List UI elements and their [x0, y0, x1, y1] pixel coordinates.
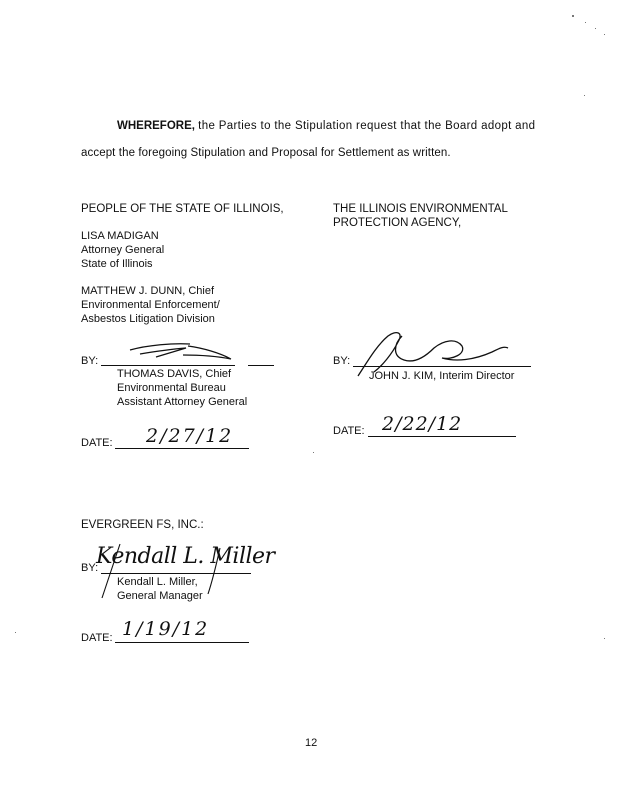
- people-date-line: [115, 448, 249, 449]
- scan-speck: [604, 34, 605, 35]
- page-number: 12: [305, 737, 318, 749]
- evergreen-date-line: [115, 642, 249, 643]
- scan-speck: [595, 28, 596, 29]
- people-date-label: DATE:: [81, 437, 113, 449]
- people-signer-name: THOMAS DAVIS, Chief: [117, 368, 232, 380]
- iepa-date-label: DATE:: [333, 425, 365, 437]
- people-signer-bureau: Environmental Bureau: [117, 382, 226, 394]
- people-signature-line-end: [248, 365, 274, 366]
- scan-speck: [604, 638, 605, 639]
- evergreen-signer-title: General Manager: [117, 590, 203, 602]
- wherefore-text: the Parties to the Stipulation request that the Board adopt and: [198, 120, 536, 132]
- scan-speck: [15, 632, 16, 633]
- people-signature-line: [101, 365, 235, 366]
- evergreen-signature: Kendall L. Miller: [96, 544, 275, 569]
- iepa-date-line: [368, 436, 516, 437]
- iepa-date-handwritten: 2/22/12: [382, 413, 463, 435]
- evergreen-signer-name: Kendall L. Miller,: [117, 576, 198, 588]
- people-signature: [128, 336, 238, 364]
- iepa-signer-name: JOHN J. KIM, Interim Director: [369, 370, 515, 382]
- scan-speck: [313, 452, 314, 453]
- scan-speck: [572, 15, 574, 17]
- evergreen-date-handwritten: 1/19/12: [122, 618, 210, 640]
- attorney-general-state: State of Illinois: [81, 258, 153, 270]
- people-by-label: BY:: [81, 355, 99, 367]
- evergreen-by-label: BY:: [81, 562, 99, 574]
- scan-speck: [584, 95, 585, 96]
- scan-speck: [585, 22, 586, 23]
- attorney-general-name: LISA MADIGAN: [81, 230, 159, 242]
- people-date-handwritten: 2/27/12: [146, 425, 234, 447]
- iepa-party-heading-line2: PROTECTION AGENCY,: [333, 217, 462, 229]
- evergreen-party-heading: EVERGREEN FS, INC.:: [81, 519, 204, 531]
- wherefore-paragraph-line2: accept the foregoing Stipulation and Proposal for Settlement as written.: [81, 147, 451, 159]
- wherefore-paragraph-line1: [117, 119, 535, 133]
- wherefore-bold: WHEREFORE,: [117, 120, 195, 132]
- people-party-heading: PEOPLE OF THE STATE OF ILLINOIS,: [81, 203, 284, 215]
- division-name-line2: Asbestos Litigation Division: [81, 313, 215, 325]
- division-chief-name: MATTHEW J. DUNN, Chief: [81, 285, 215, 297]
- iepa-party-heading-line1: THE ILLINOIS ENVIRONMENTAL: [333, 203, 508, 215]
- division-name-line1: Environmental Enforcement/: [81, 299, 220, 311]
- iepa-by-label: BY:: [333, 355, 351, 367]
- evergreen-date-label: DATE:: [81, 632, 113, 644]
- attorney-general-title: Attorney General: [81, 244, 165, 256]
- people-signer-title: Assistant Attorney General: [117, 396, 248, 408]
